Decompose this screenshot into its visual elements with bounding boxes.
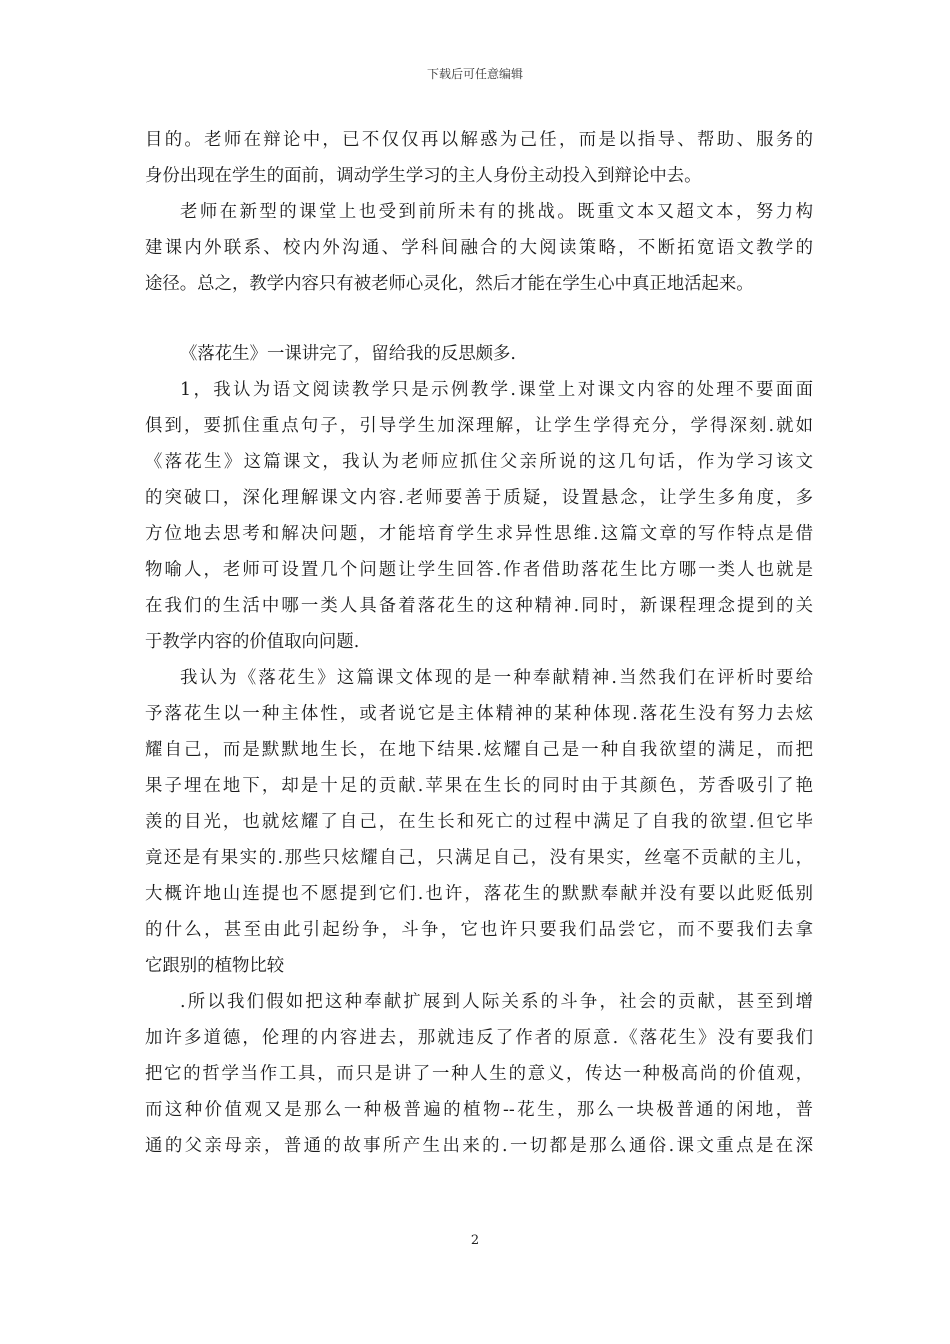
text-line: .所以我们假如把这种奉献扩展到人际关系的斗争，社会的贡献，甚至到增 (180, 992, 813, 1012)
text-line: 的什么，甚至由此引起纷争，斗争，它也许只要我们品尝它，而不要我们去拿 (145, 920, 813, 940)
text-line: 老师在新型的课堂上也受到前所未有的挑战。既重文本又超文本，努力构 (180, 202, 813, 222)
text-line: 把它的哲学当作工具，而只是讲了一种人生的意义，传达一种极高尚的价值观， (145, 1064, 813, 1084)
text-line: 它跟别的植物比较 (145, 956, 285, 976)
page-header: 下载后可任意编辑 (426, 67, 523, 81)
text-line: 大概许地山连提也不愿提到它们.也许，落花生的默默奉献并没有要以此贬低别 (145, 884, 813, 904)
text-line: 1，我认为语文阅读教学只是示例教学.课堂上对课文内容的处理不要面面 (180, 380, 813, 400)
text-line: 建课内外联系、校内外沟通、学科间融合的大阅读策略，不断拓宽语文教学的 (145, 238, 813, 258)
text-line: 在我们的生活中哪一类人具备着落花生的这种精神.同时，新课程理念提到的关 (145, 596, 813, 616)
paragraph (145, 336, 813, 372)
text-line: 的突破口，深化理解课文内容.老师要善于质疑，设置悬念，让学生多角度，多 (145, 488, 813, 508)
text-line: 我认为《落花生》这篇课文体现的是一种奉献精神.当然我们在评析时要给 (180, 668, 813, 688)
text-line: 加许多道德，伦理的内容进去，那就违反了作者的原意.《落花生》没有要我们 (145, 1028, 813, 1048)
paragraph (145, 372, 813, 660)
paragraph (145, 984, 813, 1164)
document-body (145, 122, 813, 1164)
paragraph (145, 194, 813, 302)
text-line: 物喻人，老师可设置几个问题让学生回答.作者借助落花生比方哪一类人也就是 (145, 560, 813, 580)
text-line: 通的父亲母亲，普通的故事所产生出来的.一切都是那么通俗.课文重点是在深 (145, 1136, 813, 1156)
text-line: 目的。老师在辩论中，已不仅仅再以解惑为己任，而是以指导、帮助、服务的 (145, 130, 813, 150)
text-line: 方位地去思考和解决问题，才能培育学生求异性思维.这篇文章的写作特点是借 (145, 524, 813, 544)
text-line: 耀自己，而是默默地生长，在地下结果.炫耀自己是一种自我欲望的满足，而把 (145, 740, 813, 760)
text-line: 《落花生》一课讲完了，留给我的反思颇多. (180, 344, 516, 364)
text-line: 俱到，要抓住重点句子，引导学生加深理解，让学生学得充分，学得深刻.就如 (145, 416, 813, 436)
paragraph (145, 660, 813, 984)
page-number: 2 (470, 1233, 480, 1248)
paragraph (145, 122, 813, 194)
text-line: 《落花生》这篇课文，我认为老师应抓住父亲所说的这几句话，作为学习该文 (145, 452, 813, 472)
text-line: 羡的目光，也就炫耀了自己，在生长和死亡的过程中满足了自我的欲望.但它毕 (145, 812, 813, 832)
text-line: 而这种价值观又是那么一种极普遍的植物--花生，那么一块极普通的闲地，普 (145, 1100, 813, 1120)
text-line: 于教学内容的价值取向问题. (145, 632, 360, 652)
text-line: 途径。总之，教学内容只有被老师心灵化，然后才能在学生心中真正地活起来。 (145, 274, 754, 294)
text-line: 竟还是有果实的.那些只炫耀自己，只满足自己，没有果实，丝毫不贡献的主儿， (145, 848, 813, 868)
text-line: 予落花生以一种主体性，或者说它是主体精神的某种体现.落花生没有努力去炫 (145, 704, 813, 724)
text-line: 身份出现在学生的面前，调动学生学习的主人身份主动投入到辩论中去。 (145, 166, 702, 186)
text-line: 果子埋在地下，却是十足的贡献.苹果在生长的同时由于其颜色，芳香吸引了艳 (145, 776, 813, 796)
section-spacer (145, 302, 813, 336)
